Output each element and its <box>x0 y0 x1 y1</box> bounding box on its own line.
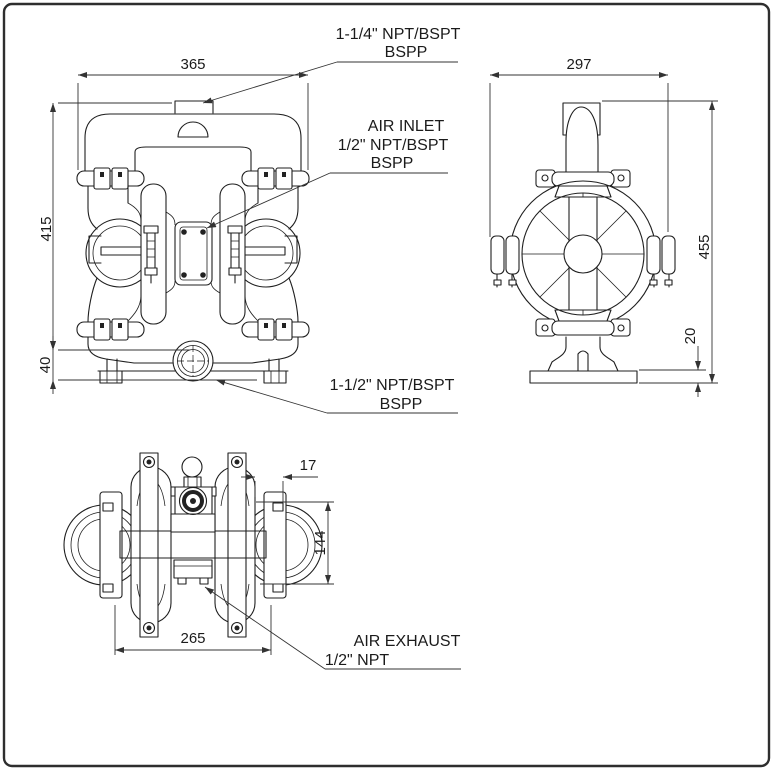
dim-40: 40 <box>37 356 54 374</box>
air-inlet-label-line3: BSPP <box>370 155 414 172</box>
dim-415: 415 <box>38 216 55 242</box>
dim-297: 297 <box>566 56 592 73</box>
dim-265: 265 <box>180 630 206 647</box>
top-port-label-line1: 1-1/4" NPT/BSPT <box>335 26 461 43</box>
dim-455: 455 <box>696 234 713 260</box>
dim-365: 365 <box>180 56 206 73</box>
air-exhaust-label-line2: 1/2" NPT <box>324 652 390 669</box>
air-exhaust-label-line1: AIR EXHAUST <box>353 633 461 650</box>
air-inlet-label-line1: AIR INLET <box>367 118 445 135</box>
side-base-plate <box>530 371 637 383</box>
side-hub <box>564 235 602 273</box>
bottom-port-label-line1: 1-1/2" NPT/BSPT <box>329 377 455 394</box>
dim-144: 144 <box>312 530 329 556</box>
bottom-port-label-line2: BSPP <box>379 396 423 413</box>
dim-17: 17 <box>299 457 317 474</box>
top-port-label-line2: BSPP <box>384 44 428 61</box>
front-outlet-port <box>173 341 213 381</box>
air-inlet-label-line2: 1/2" NPT/BSPT <box>337 137 449 154</box>
dim-20: 20 <box>682 327 699 345</box>
air-valve-block <box>175 222 212 285</box>
